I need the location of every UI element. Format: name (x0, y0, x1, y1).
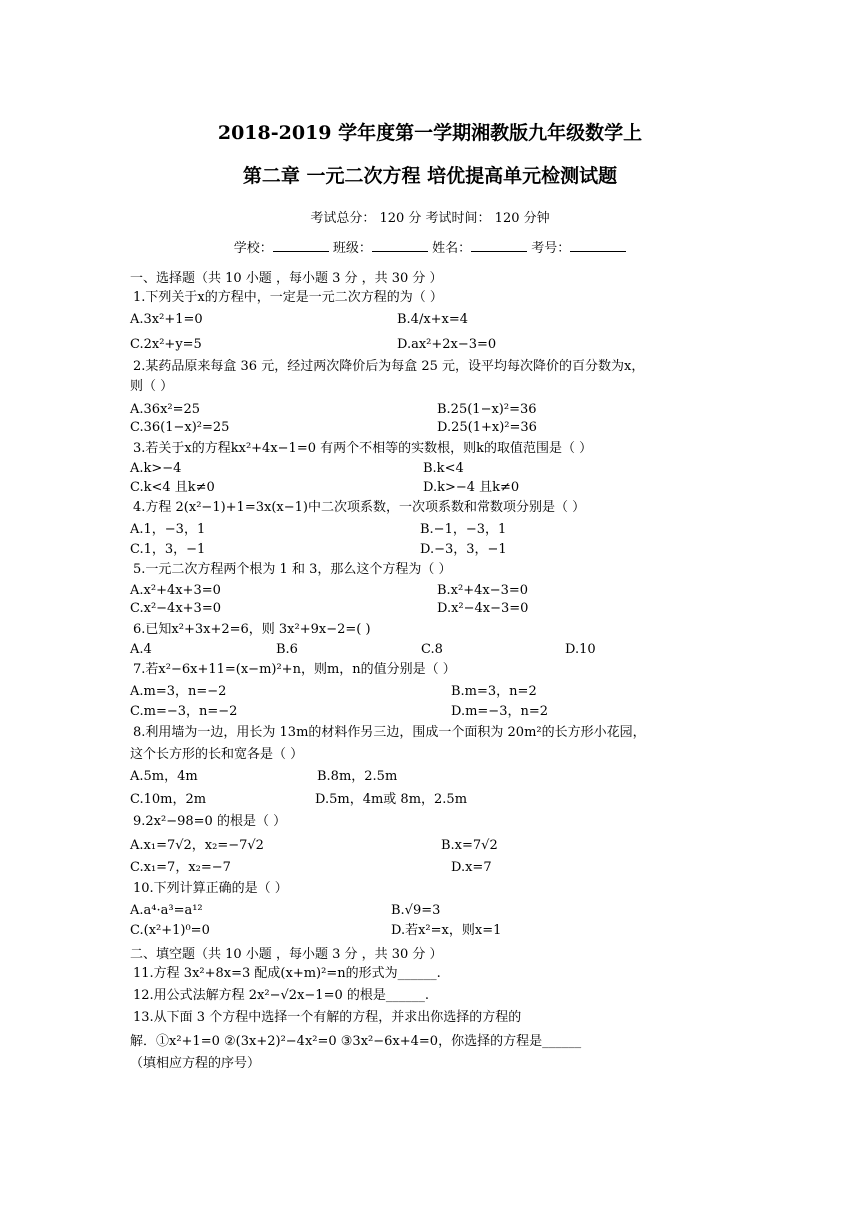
q9-option-c: C.x₁=7，x₂=−7 (130, 860, 231, 875)
question-9-stem: 9.2x²−98=0 的根是（ ） (133, 814, 287, 829)
q2-option-b: B.25(1−x)²=36 (437, 402, 537, 417)
section-2-heading: 二、填空题（共 10 小题 ，每小题 3 分 ，共 30 分 ） (130, 947, 443, 962)
q10-option-b: B.√9=3 (391, 903, 441, 918)
q10-option-d: D.若x²=x，则x=1 (391, 923, 502, 938)
q2-option-d: D.25(1+x)²=36 (437, 420, 537, 435)
q8-option-d: D.5m，4m或 8m，2.5m (315, 792, 468, 807)
q5-option-c: C.x²−4x+3=0 (130, 601, 221, 616)
class-label: 班级： (332, 241, 372, 256)
q10-option-c: C.(x²+1)⁰=0 (130, 923, 210, 938)
question-13-stem-line-3: （填相应方程的序号） (130, 1056, 261, 1071)
name-blank[interactable] (471, 239, 527, 252)
question-5-stem: 5.一元二次方程两个根为 1 和 3，那么这个方程为（ ） (133, 562, 452, 577)
question-1-stem: 1.下列关于x的方程中，一定是一元二次方程的为（ ） (133, 290, 443, 305)
q3-option-b: B.k<4 (423, 461, 464, 476)
question-4-stem: 4.方程 2(x²−1)+1=3x(x−1)中二次项系数，一次项系数和常数项分别是（ ） (133, 500, 586, 515)
q1-option-c: C.2x²+y=5 (130, 337, 202, 352)
school-blank[interactable] (273, 239, 329, 252)
q3-option-d: D.k>−4 且k≠0 (423, 480, 520, 495)
question-6-stem: 6.已知x²+3x+2=6，则 3x²+9x−2=( ) (133, 622, 371, 637)
q4-option-b: B.−1，−3，1 (420, 522, 507, 537)
section-1-heading: 一、选择题（共 10 小题 ，每小题 3 分 ，共 30 分 ） (130, 271, 443, 286)
title-line-1: 2018-2019 学年度第一学期湘教版九年级数学上 (217, 122, 643, 144)
q10-option-a: A.a⁴·a³=a¹² (130, 903, 203, 918)
q9-option-a: A.x₁=7√2，x₂=−7√2 (130, 838, 264, 853)
q1-option-d: D.ax²+2x−3=0 (397, 337, 497, 352)
question-10-stem: 10.下列计算正确的是（ ） (133, 881, 288, 896)
q6-option-c: C.8 (421, 642, 443, 657)
q7-option-b: B.m=3，n=2 (451, 684, 537, 699)
question-8-stem-line-1: 8.利用墙为一边，用长为 13m的材料作另三边，围成一个面积为 20m²的长方形小花园， (133, 725, 646, 740)
q9-option-d: D.x=7 (451, 860, 492, 875)
q2-option-c: C.36(1−x)²=25 (130, 420, 230, 435)
question-13-stem-line-1: 13.从下面 3 个方程中选择一个有解的方程，并求出你选择的方程的 (133, 1010, 522, 1025)
title-line-2: 第二章 一元二次方程 培优提高单元检测试题 (242, 165, 618, 187)
question-8-stem-line-2: 这个长方形的长和宽各是（ ） (130, 747, 304, 762)
school-label: 学校： (233, 241, 273, 256)
name-label: 姓名： (432, 241, 472, 256)
exam-info: 考试总分： 120 分 考试时间： 120 分钟 (310, 211, 550, 226)
q7-option-d: D.m=−3，n=2 (451, 704, 549, 719)
q7-option-c: C.m=−3，n=−2 (130, 704, 238, 719)
q1-option-b: B.4/x+x=4 (397, 312, 469, 327)
q1-option-a: A.3x²+1=0 (130, 312, 203, 327)
q5-option-b: B.x²+4x−3=0 (437, 583, 529, 598)
q8-option-c: C.10m，2m (130, 792, 207, 807)
q5-option-a: A.x²+4x+3=0 (130, 583, 221, 598)
question-13-stem-line-2: 解．①x²+1=0 ②(3x+2)²−4x²=0 ③3x²−6x+4=0，你选择的方程是______ (130, 1034, 582, 1049)
q4-option-a: A.1，−3，1 (130, 522, 206, 537)
q8-option-a: A.5m，4m (130, 769, 198, 784)
question-2-stem-line-1: 2.某药品原来每盒 36 元，经过两次降价后为每盒 25 元，设平均每次降价的百分数为x， (133, 359, 645, 374)
q6-option-d: D.10 (565, 642, 596, 657)
q6-option-a: A.4 (130, 642, 152, 657)
q3-option-c: C.k<4 且k≠0 (130, 480, 215, 495)
exam-number-label: 考号： (531, 241, 571, 256)
q9-option-b: B.x=7√2 (441, 838, 498, 853)
q4-option-d: D.−3，3，−1 (420, 542, 507, 557)
q6-option-b: B.6 (276, 642, 298, 657)
exam-number-blank[interactable] (570, 239, 626, 252)
q8-option-b: B.8m，2.5m (317, 769, 398, 784)
question-11-stem: 11.方程 3x²+8x=3 配成(x+m)²=n的形式为______. (133, 966, 441, 981)
q2-option-a: A.36x²=25 (130, 402, 201, 417)
q3-option-a: A.k>−4 (130, 461, 182, 476)
question-3-stem: 3.若关于x的方程kx²+4x−1=0 有两个不相等的实数根，则k的取值范围是（ ） (133, 441, 593, 456)
class-blank[interactable] (372, 239, 428, 252)
q7-option-a: A.m=3，n=−2 (130, 684, 227, 699)
q5-option-d: D.x²−4x−3=0 (437, 601, 529, 616)
question-2-stem-line-2: 则（ ） (130, 379, 174, 394)
q4-option-c: C.1，3，−1 (130, 542, 206, 557)
student-info-row (0, 237, 860, 256)
question-7-stem: 7.若x²−6x+11=(x−m)²+n，则m，n的值分别是（ ） (133, 662, 456, 677)
question-12-stem: 12.用公式法解方程 2x²−√2x−1=0 的根是______. (133, 988, 429, 1003)
